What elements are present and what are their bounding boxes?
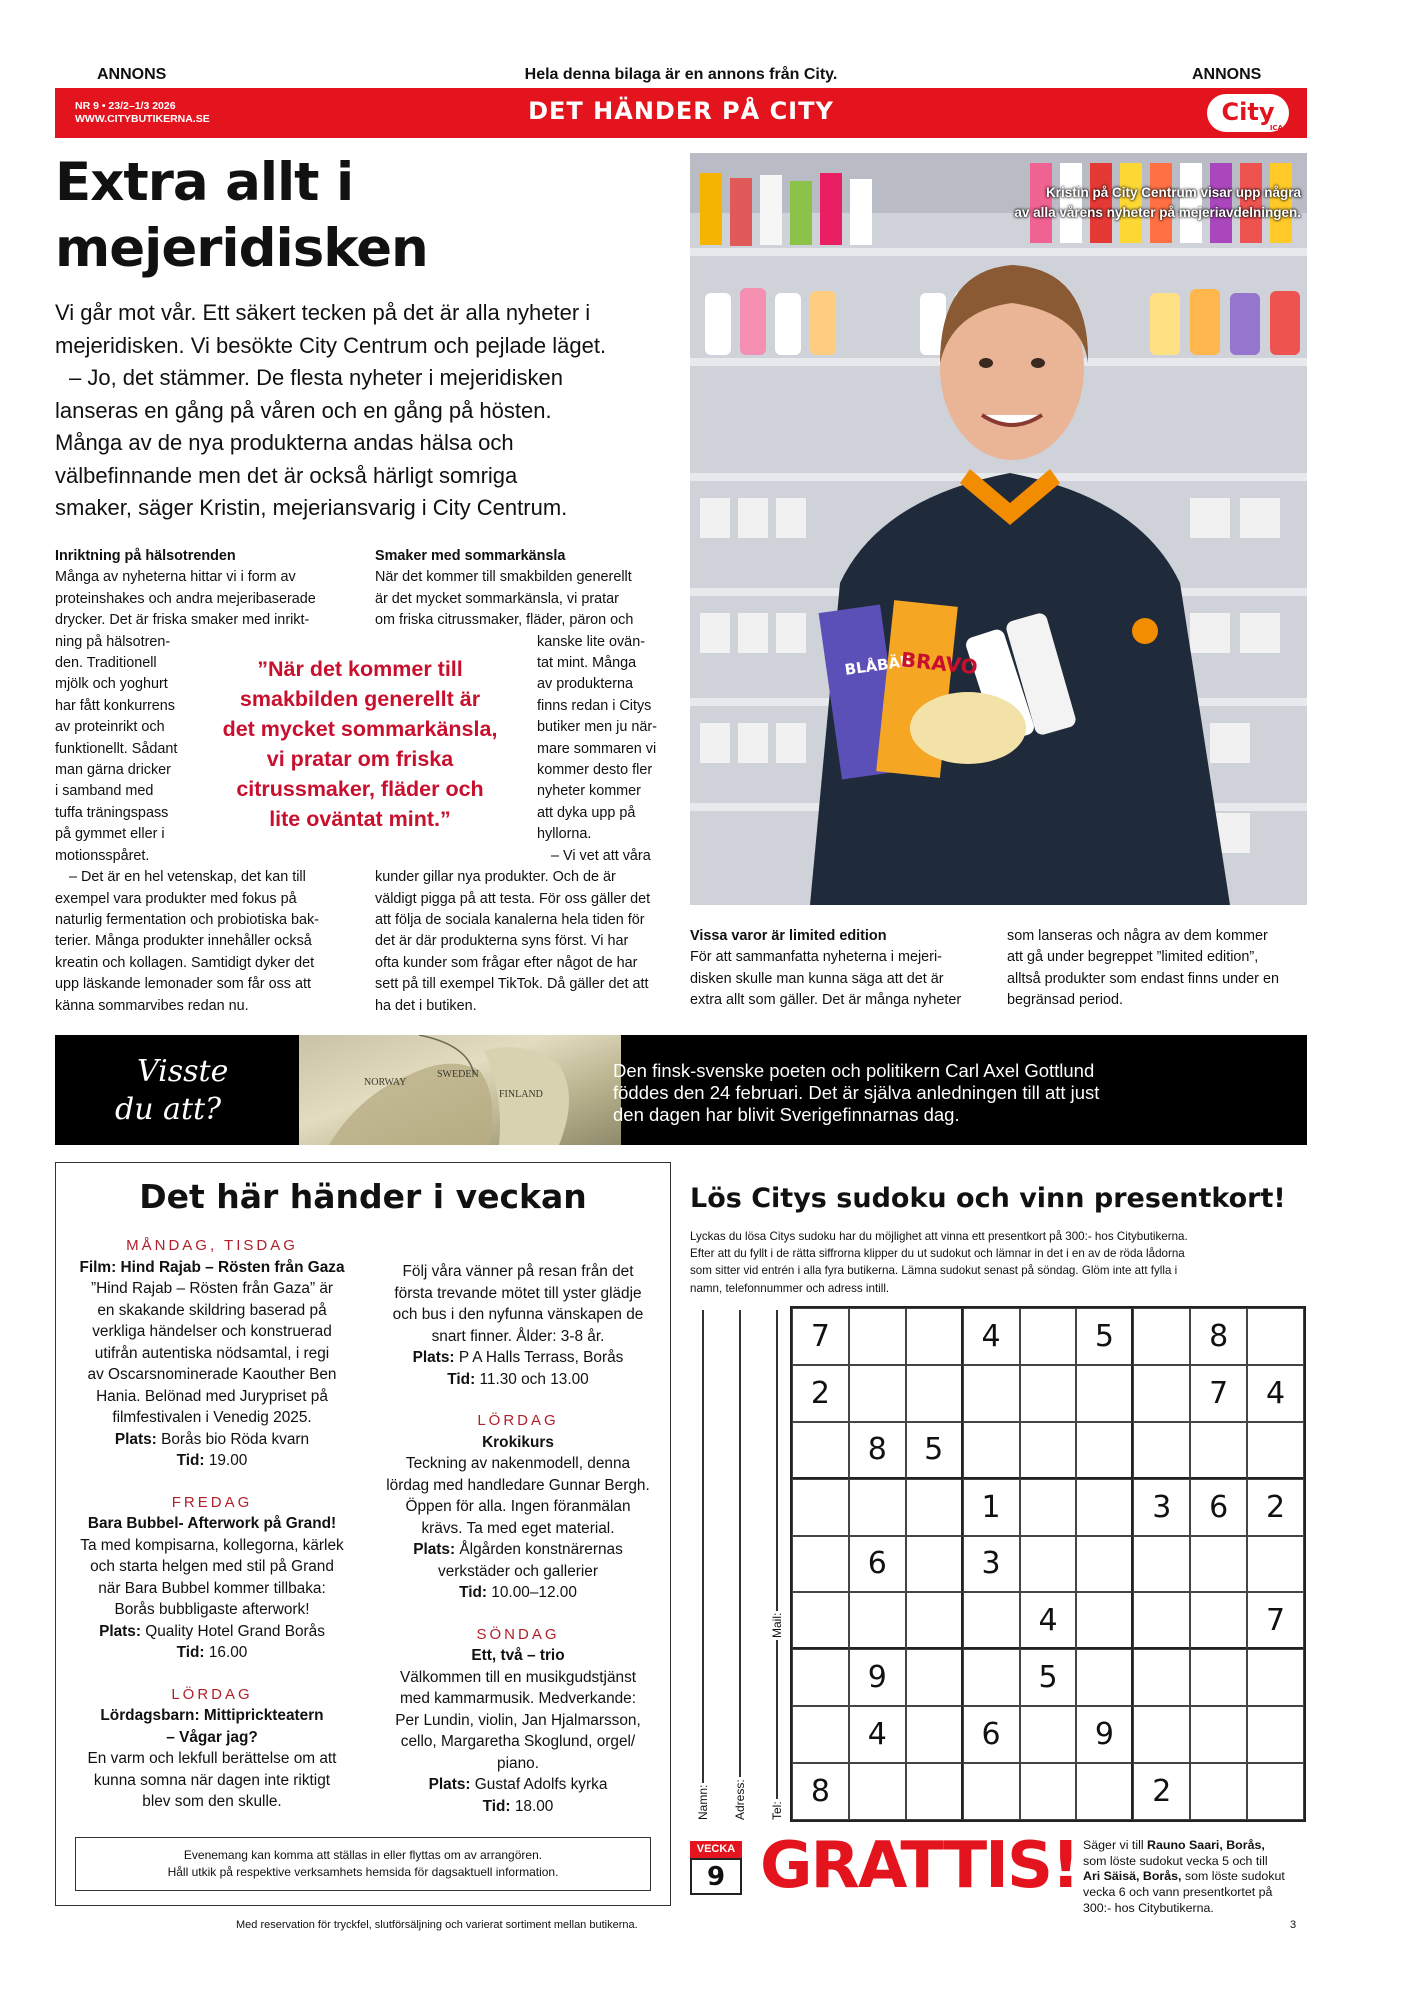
sudoku-cell[interactable] — [1133, 1592, 1190, 1649]
winners-text-part: som löste sudokut — [1181, 1869, 1285, 1884]
events-box — [55, 1162, 671, 1906]
body-line: nyheter kommer — [537, 783, 641, 800]
sudoku-cell[interactable] — [963, 1365, 1020, 1422]
body-line: av proteinrikt och — [55, 719, 165, 736]
place-value: Gustaf Adolfs kyrka — [470, 1776, 608, 1793]
body-line: Många av nyheterna hittar vi i form av — [55, 569, 296, 586]
sudoku-cell[interactable] — [1133, 1706, 1190, 1763]
sudoku-cell[interactable] — [1076, 1422, 1133, 1479]
sudoku-cell[interactable] — [1247, 1763, 1304, 1820]
logo-text: City — [1221, 98, 1275, 126]
event-desc-line: cello, Margaretha Skoglund, orgel/ — [400, 1733, 636, 1750]
body-line: tat mint. Många — [537, 655, 637, 672]
body-line: hyllorna. — [537, 826, 592, 843]
sudoku-cell[interactable] — [1190, 1706, 1247, 1763]
event-desc-line: och bus i den nyfunna vänskapen de — [392, 1306, 644, 1323]
sudoku-cell[interactable] — [906, 1308, 963, 1365]
sudoku-grid[interactable] — [790, 1306, 1306, 1822]
sudoku-cell[interactable]: 2 — [1247, 1479, 1304, 1536]
time-value: 11.30 och 13.00 — [475, 1370, 589, 1388]
body-line: väldigt pigga på att testa. För oss gäller det — [375, 890, 651, 907]
issue-number: NR 9 • 23/2–1/3 2026 — [75, 100, 176, 112]
did-you-know-title — [115, 1053, 228, 1129]
lead-line: mejeridisken. Vi besökte City Centrum och pejlade läget. — [55, 332, 607, 358]
body-line: den. Traditionell — [55, 655, 157, 672]
event-desc-line: Följ våra vänner på resan från det — [402, 1263, 634, 1280]
body-line: på gymmet eller i — [55, 826, 165, 843]
body-line: sett på till exempel TikTok. Då gäller det att — [375, 976, 649, 993]
body-line: extra allt som gäller. Det är många nyheter — [690, 992, 962, 1009]
sudoku-cell[interactable] — [1247, 1649, 1304, 1706]
photo-illustration — [690, 153, 1307, 905]
event-day: FREDAG — [171, 1493, 253, 1511]
time-label: Tid: — [176, 1452, 205, 1469]
place-label: Plats: — [413, 1541, 456, 1558]
sudoku-cell[interactable] — [1076, 1365, 1133, 1422]
annons-label-left: ANNONS — [97, 66, 167, 83]
event-desc-line: blev som den skulle. — [142, 1793, 282, 1810]
sudoku-intro — [690, 1228, 1307, 1297]
time-value: 18.00 — [510, 1797, 554, 1815]
city-logo — [1207, 94, 1289, 132]
address-field[interactable] — [739, 1310, 741, 1822]
notice-line: Håll utkik på respektive verksamhets hemsida för dagsaktuell information. — [167, 1865, 559, 1879]
body-line: kunder gillar nya produkter. Och de är — [375, 869, 616, 886]
body-line: ha det i butiken. — [375, 997, 477, 1014]
winners-text — [1083, 1838, 1308, 1917]
photo-caption — [1014, 183, 1301, 223]
phone-label: Tel: — [770, 1801, 784, 1820]
article-column-3 — [690, 926, 990, 1012]
event-time — [62, 1450, 362, 1472]
event-desc-line: en skakande skildring baserad på — [97, 1301, 327, 1319]
sudoku-cell[interactable] — [1020, 1536, 1077, 1593]
event-desc-line: lördag med handledare Gunnar Bergh. — [386, 1476, 650, 1494]
sudoku-cell[interactable] — [906, 1536, 963, 1593]
body-line: kreatin och kollagen. Samtidigt dyker det — [55, 954, 315, 971]
event-desc-line: med kammarmusik. Medverkande: — [399, 1690, 637, 1707]
event-place — [368, 1774, 668, 1796]
sudoku-cell[interactable] — [792, 1592, 849, 1649]
sudoku-cell[interactable] — [1190, 1763, 1247, 1820]
event-place — [62, 1429, 362, 1451]
event-place — [368, 1347, 668, 1369]
body-line: – Vi vet att våra — [551, 847, 651, 864]
event-title: Ett, två – trio — [471, 1647, 565, 1664]
sudoku-cell[interactable] — [1133, 1536, 1190, 1593]
lead-line: – Jo, det stämmer. De flesta nyheter i mejeridisken — [69, 365, 563, 390]
article-lead — [55, 297, 675, 525]
winners-text-part: Säger vi till — [1083, 1838, 1148, 1852]
name-field[interactable] — [702, 1310, 704, 1822]
time-value: 19.00 — [204, 1452, 248, 1469]
events-column-right — [368, 1261, 668, 1817]
event-desc-line: när Bara Bubbel kommer tillbaka: — [98, 1579, 326, 1597]
article-column-4 — [1007, 926, 1307, 1012]
event-day: LÖRDAG — [171, 1685, 253, 1703]
sudoku-cell[interactable] — [1076, 1649, 1133, 1706]
quote-line: vi pratar om friska — [266, 747, 454, 771]
column-heading: Inriktning på hälsotrenden — [55, 548, 236, 564]
event-desc-line: Per Lundin, violin, Jan Hjalmarsson, — [395, 1711, 641, 1729]
sudoku-cell[interactable] — [906, 1365, 963, 1422]
map-label: SWEDEN — [437, 1069, 479, 1080]
sudoku-cell[interactable] — [1190, 1592, 1247, 1649]
event-desc-line: verkliga händelser och konstruerad — [92, 1323, 332, 1340]
time-value: 10.00–12.00 — [487, 1584, 577, 1601]
did-you-know-text — [613, 1060, 1099, 1126]
place-label: Plats: — [412, 1349, 455, 1366]
sudoku-cell[interactable] — [849, 1479, 906, 1536]
sudoku-cell[interactable] — [963, 1422, 1020, 1479]
week-label: VECKA — [690, 1841, 742, 1858]
banner-title: DET HÄNDER PÅ CITY — [528, 97, 834, 125]
body-line: begränsad period. — [1007, 992, 1124, 1009]
body-line: – Det är en hel vetenskap, det kan till — [69, 869, 306, 886]
body-line: i samband med — [55, 783, 154, 800]
place-label: Plats: — [99, 1622, 141, 1640]
body-line: att gå under begreppet ”limited edition”, — [1007, 949, 1259, 966]
body-line: alltså produkter som endast finns under en — [1007, 970, 1279, 987]
logo-ica: ICA — [1269, 124, 1283, 132]
fact-line: den dagen har blivit Sverigefinnarnas dag. — [613, 1104, 960, 1125]
event-title: Film: Hind Rajab – Rösten från Gaza — [79, 1258, 345, 1276]
body-line: tuffa träningspass — [55, 804, 169, 821]
intro-line: namn, telefonnummer och adress intill. — [690, 1281, 890, 1295]
events-title: Det här händer i veckan — [139, 1177, 587, 1216]
sudoku-cell[interactable] — [1247, 1308, 1304, 1365]
place-value: Borås bio Röda kvarn — [156, 1430, 310, 1448]
event-desc-line: filmfestivalen i Venedig 2025. — [112, 1409, 312, 1426]
place-value: Ålgården konstnärernas — [455, 1541, 623, 1558]
winners-line — [1083, 1869, 1308, 1885]
sudoku-cell[interactable] — [849, 1308, 906, 1365]
map-label: FINLAND — [499, 1089, 543, 1100]
notice-line: Evenemang kan komma att ställas in eller flyttas om av arrangören. — [183, 1848, 543, 1862]
event-day: SÖNDAG — [476, 1625, 560, 1643]
event-desc-line: och starta helgen med stil på Grand — [90, 1558, 334, 1575]
event-desc-line: utifrån autentiska nödsamtal, i regi — [94, 1344, 330, 1362]
sudoku-cell[interactable] — [906, 1592, 963, 1649]
sudoku-cell[interactable] — [1020, 1763, 1077, 1820]
body-line: finns redan i Citys — [537, 697, 652, 714]
quote-line: citrussmaker, fläder och — [236, 777, 484, 801]
sudoku-cell[interactable] — [1133, 1365, 1190, 1422]
event-title: Krokikurs — [482, 1433, 554, 1451]
sudoku-cell[interactable]: 5 — [1076, 1308, 1133, 1365]
event-desc-line: krävs. Ta med eget material. — [421, 1519, 615, 1537]
sudoku-cell[interactable] — [963, 1763, 1020, 1820]
body-line: upp läskande lemonader som får oss att — [55, 976, 311, 993]
map-label: NORWAY — [364, 1077, 407, 1088]
sudoku-cell[interactable] — [1076, 1763, 1133, 1820]
body-line: man gärna dricker — [55, 762, 171, 779]
quote-line: ”När det kommer till — [257, 657, 463, 681]
sudoku-title: Lös Citys sudoku och vinn presentkort! — [690, 1183, 1286, 1214]
did-you-know-box — [55, 1035, 1307, 1145]
sudoku-cell[interactable] — [906, 1706, 963, 1763]
sudoku-cell[interactable]: 9 — [1076, 1706, 1133, 1763]
body-line: exempel vara produkter med fokus på — [55, 890, 297, 907]
body-line: naturlig fermentation och probiotiska bak- — [55, 911, 319, 928]
sudoku-cell[interactable]: 8 — [792, 1763, 849, 1820]
sudoku-cell[interactable]: 2 — [1133, 1763, 1190, 1820]
event-desc-line: Teckning av nakenmodell, denna — [405, 1455, 631, 1472]
event-title: Bara Bubbel- Afterwork på Grand! — [87, 1515, 337, 1532]
events-column-left — [62, 1221, 362, 1813]
title-line: du att? — [115, 1092, 222, 1127]
body-line: ofta kunder som frågar efter något de har — [375, 954, 638, 971]
sudoku-cell[interactable]: 4 — [849, 1706, 906, 1763]
sudoku-cell[interactable] — [849, 1763, 906, 1820]
sudoku-cell[interactable]: 4 — [1247, 1365, 1304, 1422]
winners-line: som löste sudokut vecka 5 och till — [1083, 1853, 1268, 1868]
intro-line: som sitter vid entrén i alla fyra butikerna. Lämna sudokut senast på söndag. Glöm inte att fylla i — [690, 1264, 1178, 1278]
place-label: Plats: — [114, 1430, 157, 1448]
place-value: P A Halls Terrass, Borås — [454, 1349, 624, 1366]
event-time — [368, 1369, 668, 1391]
sudoku-cell[interactable]: 7 — [1190, 1365, 1247, 1422]
sudoku-cell[interactable] — [1133, 1649, 1190, 1706]
caption-line: Kristin på City Centrum visar upp några — [1045, 185, 1301, 200]
body-line: det är där produkterna syns först. Vi har — [375, 933, 629, 950]
quote-line: lite oväntat mint.” — [269, 807, 451, 831]
event-time — [62, 1642, 362, 1664]
body-line: terier. Många produkter innehåller också — [55, 933, 312, 950]
event-desc-line: piano. — [497, 1754, 539, 1772]
event-place — [62, 1621, 362, 1643]
event-desc-line: snart finner. Ålder: 3-8 år. — [431, 1327, 605, 1345]
sudoku-cell[interactable]: 5 — [906, 1422, 963, 1479]
sudoku-cell[interactable] — [849, 1365, 906, 1422]
sudoku-cell[interactable]: 4 — [1020, 1592, 1077, 1649]
event-desc-line: första trevande mötet till yster glädje — [394, 1284, 642, 1302]
sudoku-cell[interactable] — [1076, 1592, 1133, 1649]
event-desc-line: Hania. Belönad med Jurypriset på — [96, 1387, 328, 1405]
sudoku-cell[interactable] — [1076, 1536, 1133, 1593]
column-heading: Smaker med sommarkänsla — [375, 548, 566, 564]
time-label: Tid: — [482, 1797, 511, 1815]
week-number: 9 — [690, 1858, 742, 1895]
sudoku-cell[interactable] — [1020, 1365, 1077, 1422]
winner-name: Ari Säisä, Borås, — [1083, 1869, 1182, 1884]
sudoku-cell[interactable]: 3 — [963, 1536, 1020, 1593]
body-line: För att sammanfatta nyheterna i mejeri- — [690, 949, 942, 966]
body-line: är det mycket sommarkänsla, vi pratar — [375, 590, 619, 607]
quote-line: smakbilden generellt är — [239, 687, 481, 711]
sudoku-cell[interactable] — [1020, 1479, 1077, 1536]
body-line: av produkterna — [537, 676, 633, 693]
winners-line: vecka 6 och vann presentkortet på — [1083, 1885, 1273, 1900]
fact-line: Den finsk-svenske poeten och politikern Carl Axel Gottlund — [613, 1060, 1095, 1081]
body-line: om friska citrussmaker, fläder, päron och — [375, 612, 634, 629]
sudoku-cell[interactable]: 7 — [792, 1308, 849, 1365]
event-desc-line: Välkommen till en musikgudstjänst — [399, 1668, 637, 1686]
sudoku-cell[interactable]: 9 — [849, 1649, 906, 1706]
fact-line: föddes den 24 februari. Det är själva anledningen till att just — [613, 1082, 1100, 1103]
sudoku-cell[interactable] — [849, 1592, 906, 1649]
sudoku-cell[interactable] — [1133, 1422, 1190, 1479]
sudoku-cell[interactable] — [963, 1649, 1020, 1706]
sudoku-cell[interactable]: 3 — [1133, 1479, 1190, 1536]
article-headline — [55, 150, 675, 282]
address-label: Adress: — [733, 1779, 747, 1820]
sudoku-cell[interactable] — [906, 1763, 963, 1820]
website-link[interactable]: WWW.CITYBUTIKERNA.SE — [75, 113, 210, 125]
sudoku-cell[interactable] — [1190, 1536, 1247, 1593]
footer-disclaimer: Med reservation för tryckfel, slutförsäljning och varierat sortiment mellan butikerna. — [236, 1919, 638, 1931]
sudoku-cell[interactable]: 4 — [963, 1308, 1020, 1365]
event-desc-line: Ta med kompisarna, kollegorna, kärlek — [80, 1536, 344, 1554]
sudoku-cell[interactable] — [906, 1479, 963, 1536]
body-line: disken skulle man kunna säga att det är — [690, 970, 944, 987]
sudoku-cell[interactable] — [1190, 1422, 1247, 1479]
sudoku-cell[interactable] — [1133, 1308, 1190, 1365]
phone-mail-field[interactable] — [776, 1310, 778, 1822]
winner-name: Rauno Saari, Borås, — [1147, 1838, 1265, 1852]
body-line: funktionellt. Sådant — [55, 740, 178, 757]
article-photo — [690, 153, 1307, 905]
body-line: ning på hälsotren- — [55, 633, 171, 650]
event-title: Lördagsbarn: Mittiprickteatern — [100, 1707, 324, 1724]
column-heading: Vissa varor är limited edition — [690, 928, 887, 944]
body-line: kanske lite ovän- — [537, 633, 645, 650]
event-time — [368, 1796, 668, 1818]
lead-line: Många av de nya produkterna andas hälsa och — [55, 430, 514, 455]
body-line: proteinshakes och andra mejeribaserade — [55, 590, 316, 607]
sudoku-cell[interactable] — [963, 1592, 1020, 1649]
product-label: BRAVO — [899, 647, 979, 680]
sudoku-cell[interactable] — [1076, 1479, 1133, 1536]
winners-line: 300:- hos Citybutikerna. — [1083, 1900, 1214, 1915]
event-desc-line: Öppen för alla. Ingen föranmälan — [405, 1498, 631, 1515]
sudoku-cell[interactable]: 1 — [963, 1479, 1020, 1536]
sudoku-cell[interactable]: 6 — [963, 1706, 1020, 1763]
week-badge — [690, 1841, 742, 1895]
body-line: motionsspåret. — [55, 847, 150, 864]
body-line: butiker men ju när- — [537, 719, 657, 736]
winners-line — [1083, 1838, 1308, 1854]
time-label: Tid: — [447, 1370, 476, 1388]
sudoku-cell[interactable] — [792, 1536, 849, 1593]
sudoku-cell[interactable] — [1020, 1706, 1077, 1763]
lead-line: välbefinnande men det är också härligt somriga — [55, 462, 518, 488]
title-line: Visste — [137, 1054, 229, 1089]
time-value: 16.00 — [204, 1644, 248, 1661]
sudoku-cell[interactable] — [792, 1706, 849, 1763]
sudoku-cell[interactable]: 6 — [1190, 1479, 1247, 1536]
name-label: Namn: — [696, 1784, 710, 1820]
sudoku-cell[interactable] — [1020, 1422, 1077, 1479]
time-label: Tid: — [176, 1644, 205, 1661]
sudoku-cell[interactable]: 6 — [849, 1536, 906, 1593]
place-label: Plats: — [428, 1776, 471, 1793]
sudoku-cell[interactable]: 8 — [1190, 1308, 1247, 1365]
caption-line: av alla vårens nyheter på mejeriavdelningen. — [1014, 205, 1301, 220]
event-desc-line: En varm och lekfull berättelse om att — [87, 1750, 337, 1767]
event-desc-line: ”Hind Rajab – Rösten från Gaza” är — [90, 1280, 334, 1297]
body-line: som lanseras och några av dem kommer — [1007, 928, 1268, 944]
sudoku-cell[interactable] — [1190, 1649, 1247, 1706]
event-desc-line: kunna somna när dagen inte riktigt — [93, 1771, 331, 1789]
body-line: att följa de sociala kanalerna hela tiden för — [375, 911, 645, 928]
grattis-heading: GRATTIS! — [760, 1829, 1079, 1903]
body-line: mjölk och yoghurt — [55, 676, 168, 693]
event-day: MÅNDAG, TISDAG — [126, 1237, 298, 1254]
sudoku-cell[interactable] — [792, 1422, 849, 1479]
body-line: känna sommarvibes redan nu. — [55, 997, 249, 1014]
event-title: – Vågar jag? — [166, 1728, 258, 1746]
annons-label-right: ANNONS — [1192, 66, 1262, 83]
lead-line: lanseras en gång på våren och en gång på hösten. — [55, 397, 552, 423]
map-illustration — [299, 1035, 621, 1145]
supplement-notice: Hela denna bilaga är en annons från City. — [524, 66, 838, 83]
page-number: 3 — [1290, 1919, 1297, 1931]
event-day: LÖRDAG — [477, 1412, 559, 1429]
quote-line: det mycket sommarkänsla, — [222, 717, 498, 741]
header-bar — [55, 88, 1307, 138]
sudoku-cell[interactable] — [1247, 1536, 1304, 1593]
sudoku-cell[interactable]: 5 — [1020, 1649, 1077, 1706]
body-line: drycker. Det är friska smaker med inrikt- — [55, 612, 310, 629]
event-desc-line: Borås bubbligaste afterwork! — [114, 1601, 310, 1618]
mail-label: Mail: — [770, 1612, 784, 1638]
map-image — [299, 1035, 621, 1145]
intro-line: Lyckas du lösa Citys sudoku har du möjlighet att vinna ett presentkort på 300:- hos Citybutikerna. — [690, 1230, 1188, 1243]
headline-line: Extra allt i — [55, 152, 354, 213]
event-place: verkstäder och gallerier — [438, 1562, 598, 1580]
body-line: att dyka upp på — [537, 804, 636, 821]
sudoku-cell[interactable]: 8 — [849, 1422, 906, 1479]
headline-line: mejeridisken — [55, 218, 428, 279]
event-place — [368, 1539, 668, 1561]
sudoku-cell[interactable] — [792, 1649, 849, 1706]
sudoku-cell[interactable]: 7 — [1247, 1592, 1304, 1649]
lead-line: smaker, säger Kristin, mejeriansvarig i City Centrum. — [55, 495, 568, 520]
body-line: har fått konkurrens — [55, 697, 175, 714]
event-time — [368, 1582, 668, 1604]
lead-line: Vi går mot vår. Ett säkert tecken på det är alla nyheter i — [55, 300, 591, 325]
time-label: Tid: — [459, 1584, 488, 1601]
product-label: BLÅBÄR — [843, 651, 913, 679]
sudoku-cell[interactable]: 2 — [792, 1365, 849, 1422]
sudoku-cell[interactable] — [792, 1479, 849, 1536]
sudoku-cell[interactable] — [906, 1649, 963, 1706]
sudoku-cell[interactable] — [1020, 1308, 1077, 1365]
event-desc-line: av Oscarsnominerade Kaouther Ben — [87, 1366, 337, 1383]
body-line: kommer desto fler — [537, 762, 653, 779]
sudoku-cell[interactable] — [1247, 1706, 1304, 1763]
body-line: mare sommaren vi — [537, 740, 657, 757]
pull-quote — [210, 654, 510, 834]
sudoku-cell[interactable] — [1247, 1422, 1304, 1479]
intro-line: Efter att du fyllt i de rätta siffrorna klipper du ut sudokut och lämnar in det i en av de röda lådorna — [690, 1247, 1185, 1261]
body-line: När det kommer till smakbilden generellt — [375, 569, 632, 586]
place-value: Quality Hotel Grand Borås — [141, 1622, 325, 1640]
events-notice — [75, 1837, 651, 1891]
